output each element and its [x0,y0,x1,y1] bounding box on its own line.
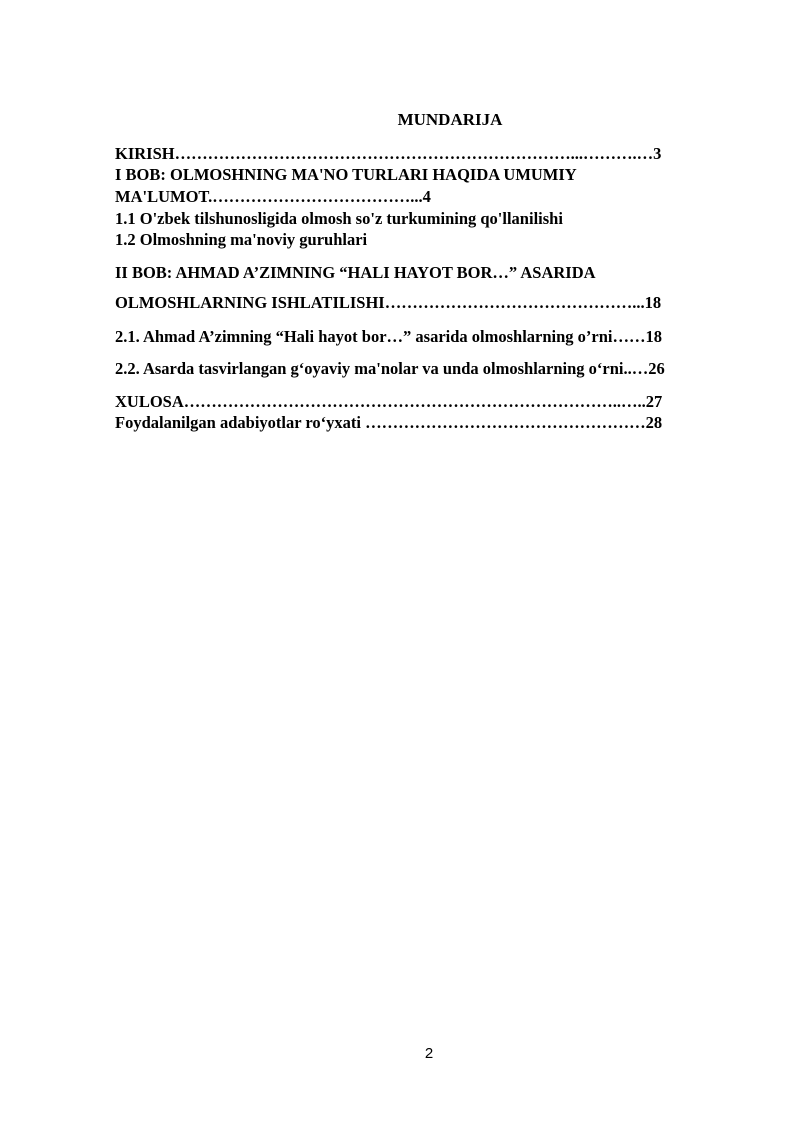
toc-entry-bibliography: Foydalanilgan adabiyotlar ro‘yxati ……………………………………………28 [115,413,663,432]
toc-entry-section-2-2: 2.2. Asarda tasvirlangan g‘oyaviy ma'nolar va unda olmoshlarning o‘rni..…26 [115,359,665,378]
toc-entry-chapter-2: II BOB: AHMAD A’ZIMNING “HALI HAYOT BOR…” ASARIDA [115,263,596,282]
toc-entry-section-1-2: 1.2 Olmoshning ma'noviy guruhlari [115,230,368,249]
toc-entry-section-1-1: 1.1 O'zbek tilshunosligida olmosh so'z turkumining qo'llanilishi [115,209,563,228]
toc-entry-xulosa: XULOSA……………………………………………………………………..…..27 [115,392,663,411]
toc-title: MUNDARIJA [397,110,503,129]
toc-entry-chapter-1: I BOB: OLMOSHNING MA'NO TURLARI HAQIDA UMUMIY [115,165,577,184]
toc-entry-section-2-1: 2.1. Ahmad A’zimning “Hali hayot bor…” asarida olmoshlarning o’rni……18 [115,327,662,346]
toc-entry-chapter-2-cont: OLMOSHLARNING ISHLATILISHI………………………………………...18 [115,293,662,312]
toc-entry-kirish: KIRISH………………………………………………………………...……….…3 [115,144,662,163]
page-number: 2 [424,1045,434,1062]
toc-entry-chapter-1-cont: MA'LUMOT.………………………………...4 [115,187,431,206]
